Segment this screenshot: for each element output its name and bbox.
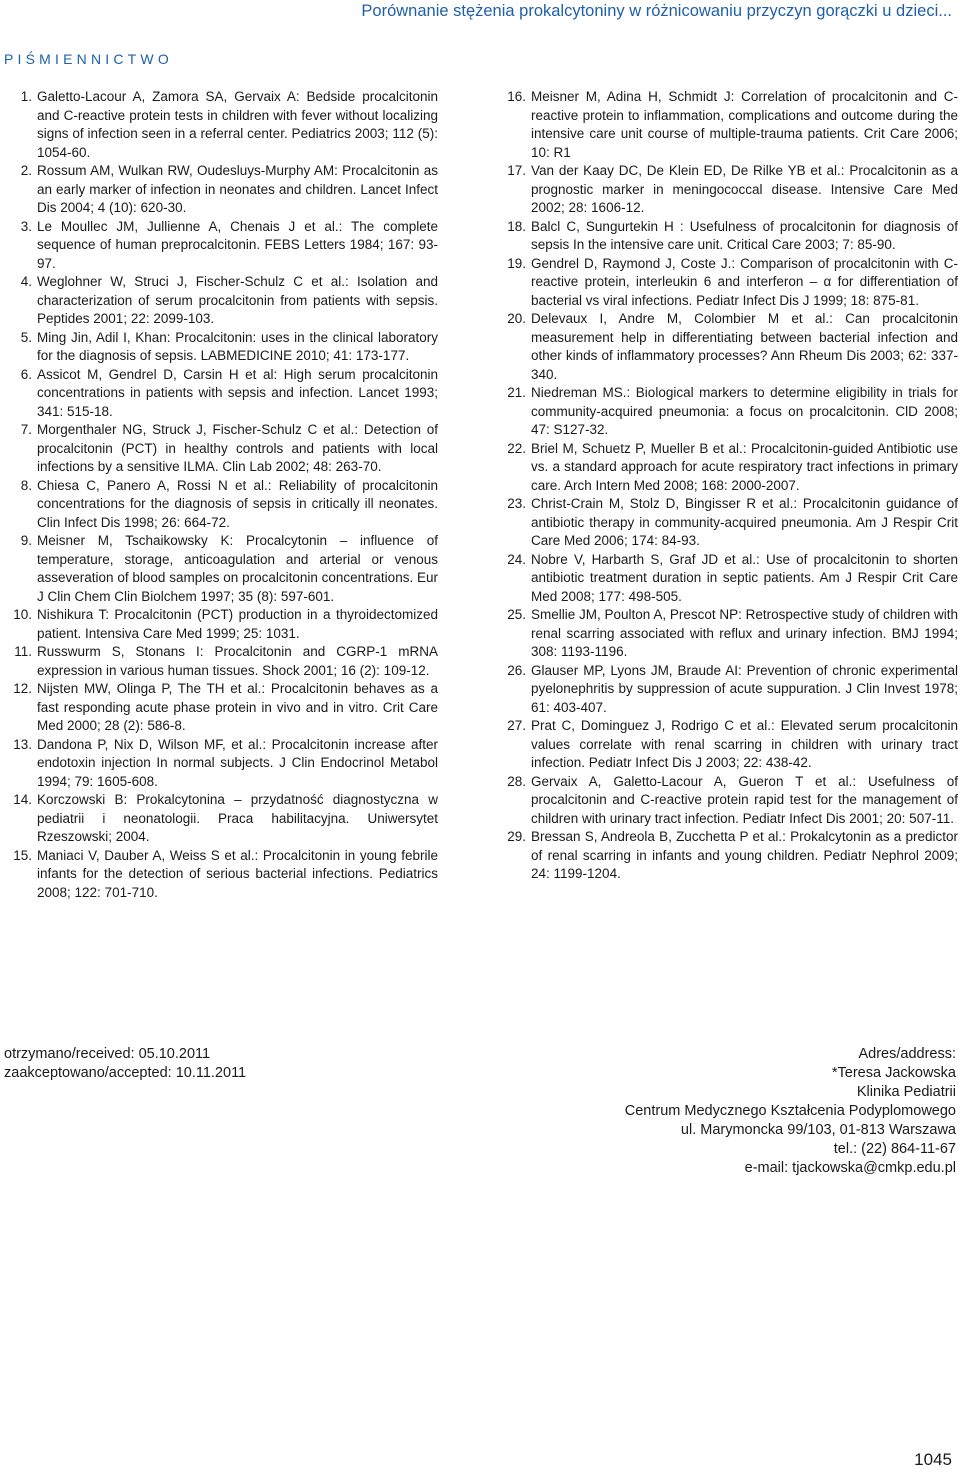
reference-text: Niedreman MS.: Biological markers to determine eligibility in trials for community-acquired pneumonia: a focus on procalcitonin. ClD 2008; 47: S127-32. [531, 385, 958, 437]
reference-number: 12. [13, 681, 32, 696]
reference-item [4, 273, 438, 329]
reference-text: Christ-Crain M, Stolz D, Bingisser R et al.: Procalcitonin guidance of antibiotic therapy in community-acquired pneumonia. Am J Respir Crit Care Med 2006; 174: 84-93. [531, 496, 958, 548]
reference-number: 27. [507, 718, 526, 733]
reference-text: Gendrel D, Raymond J, Coste J.: Comparison of procalcitonin with C-reactive protein, interleukin 6 and interferon – α for differentiation of bacterial vs viral infections. Pediatr Infect Dis J 1999; 18: 875-81. [531, 255, 958, 308]
reference-text: Assicot M, Gendrel D, Carsin H et al: High serum procalcitonin concentrations in patients with sepsis and infection. Lancet 1993; 341: 515-18. [37, 366, 438, 419]
reference-item [498, 662, 958, 718]
reference-text: Maniaci V, Dauber A, Weiss S et al.: Procalcitonin in young febrile infants for the detection of serious bacterial infections. Pediatrics 2008; 122: 701-710. [37, 847, 438, 900]
reference-item [498, 551, 958, 607]
reference-number: 4. [20, 274, 32, 289]
reference-number: 5. [20, 329, 32, 345]
submission-dates [4, 1045, 246, 1083]
reference-text: Morgenthaler NG, Struck J, Fischer-Schulz C et al.: Detection of procalcitonin (PCT) in healthy controls and patients with local infections by a sensitive ILMA. Clin Lab 2002; 48: 263-70. [37, 422, 438, 474]
reference-item [4, 680, 438, 736]
reference-text: Briel M, Schuetz P, Mueller B et al.: Procalcitonin-guided Antibiotic use vs. a standard approach for acute respiratory tract infections in primary care. Arch Intern Med 2008; 168: 2000-2007. [531, 440, 958, 493]
reference-text: Korczowski B: Prokalcytonina – przydatność diagnostyczna w pediatrii i neonatologii. Praca habilitacyjna. Uniwersytet Rzeszowski; 2004. [37, 792, 438, 844]
running-header: Porównanie stężenia prokalcytoniny w różnicowaniu przyczyn gorączki u dzieci... [361, 2, 952, 20]
reference-item [498, 606, 958, 662]
reference-item [498, 162, 958, 218]
reference-text: Prat C, Dominguez J, Rodrigo C et al.: Elevated serum procalcitonin values correlate with renal scarring in children with urinary tract infection. Pediatr Infect Dis J 2003; 22: 438-42. [531, 718, 958, 770]
reference-text: Russwurm S, Stonans I: Procalcitonin and CGRP-1 mRNA expression in various human tissues. Shock 2001; 16 (2): 109-12. [37, 644, 438, 678]
reference-text: Nijsten MW, Olinga P, The TH et al.: Procalcitonin behaves as a fast responding acute phase protein in vivo and in vitro. Crit Care Med 2000; 28 (2): 586-8. [37, 681, 438, 733]
reference-item [4, 366, 438, 422]
page-number: 1045 [914, 1450, 952, 1469]
reference-text: Gervaix A, Galetto-Lacour A, Gueron T et al.: Usefulness of procalcitonin and C-reactive protein rapid test for the management of children with urinary tract infection. Pediatr Infect Dis 2001; 20: 507-11. [531, 773, 958, 826]
reference-number: 1. [20, 89, 32, 104]
reference-text: Van der Kaay DC, De Klein ED, De Rilke YB et al.: Procalcitonin as a prognostic marker in meningococcal disease. Intensive Care Med 2002; 28: 1606-12. [531, 163, 958, 215]
reference-item [4, 162, 438, 218]
reference-item [498, 773, 958, 829]
reference-item [4, 606, 438, 643]
address-line: ul. Marymoncka 99/103, 01-813 Warszawa [680, 1122, 956, 1138]
reference-text: Nishikura T: Procalcitonin (PCT) production in a thyroidectomized patient. Intensiva Care Med 1999; 25: 1031. [37, 607, 438, 641]
reference-number: 13. [13, 736, 32, 752]
references-column-right [498, 88, 958, 884]
reference-text: Smellie JM, Poulton A, Prescot NP: Retrospective study of children with renal scarring associated with reflux and urinary infection. BMJ 1994; 308: 1193-1196. [531, 607, 958, 659]
reference-number: 15. [13, 847, 32, 863]
reference-item [4, 477, 438, 533]
reference-item [498, 218, 958, 255]
reference-item [4, 736, 438, 792]
reference-item [4, 329, 438, 366]
reference-item [4, 421, 438, 477]
reference-text: Meisner M, Adina H, Schmidt J: Correlation of procalcitonin and C-reactive protein to inflammation, complications and outcome during the intensive care unit course of multiple-trauma patients. Crit Care 2006; 10: R1 [531, 89, 958, 160]
references-heading: PIŚMIENNICTWO [4, 51, 173, 67]
reference-item [4, 643, 438, 680]
reference-number: 17. [507, 163, 526, 178]
reference-item [4, 88, 438, 162]
reference-number: 11. [14, 644, 32, 659]
reference-text: Delevaux I, Andre M, Colombier M et al.: Can procalcitonin measurement help in differentiating between bacterial infection and other kinds of inflammatory processes? Ann Rheum Dis 2003; 62: 337-340. [531, 311, 958, 382]
reference-item [4, 218, 438, 274]
reference-number: 28. [507, 773, 526, 789]
reference-item [498, 440, 958, 496]
reference-text: Rossum AM, Wulkan RW, Oudesluys-Murphy AM: Procalcitonin as an early marker of infection in neonates and children. Lancet Infect Dis 2004; 4 (10): 620-30. [37, 163, 438, 215]
reference-number: 25. [507, 607, 526, 622]
reference-item [498, 384, 958, 440]
reference-item [4, 532, 438, 606]
reference-item [498, 88, 958, 162]
address-line: Centrum Medycznego Kształcenia Podyplomowego [624, 1103, 956, 1119]
reference-number: 7. [20, 422, 32, 437]
reference-item [498, 310, 958, 384]
reference-text: Le Moullec JM, Jullienne A, Chenais J et al.: The complete sequence of human preprocalcitonin. FEBS Letters 1984; 167: 93-97. [37, 218, 438, 271]
reference-number: 10. [13, 607, 32, 622]
reference-text: Weglohner W, Struci J, Fischer-Schulz C et al.: Isolation and characterization of serum procalcitonin from patients with sepsis. Peptides 2001; 22: 2099-103. [37, 274, 438, 326]
reference-number: 20. [507, 311, 526, 326]
reference-text: Dandona P, Nix D, Wilson MF, et al.: Procalcitonin increase after endotoxin injection In normal subjects. J Clin Endocrinol Metabol 1994; 79: 1605-608. [37, 736, 438, 789]
reference-number: 16. [507, 89, 526, 104]
reference-number: 14. [13, 792, 32, 807]
address-line: tel.: (22) 864-11-67 [833, 1141, 956, 1157]
reference-number: 8. [20, 477, 32, 493]
reference-number: 21. [507, 385, 526, 400]
reference-number: 24. [507, 551, 526, 567]
email-link[interactable]: e-mail: tjackowska@cmkp.edu.pl [744, 1160, 956, 1176]
reference-number: 19. [507, 255, 526, 271]
reference-item [4, 791, 438, 847]
correspondence-address [625, 1045, 956, 1178]
reference-number: 23. [507, 496, 526, 511]
reference-number: 18. [507, 218, 526, 234]
reference-text: Meisner M, Tschaikowsky K: Procalcytonin – influence of temperature, storage, anticoagulation and arterial or venous asseveration of blood samples on procalcitonin concentrations. Eur J Clin Chem Clin Biolchem 1997; 35 (8): 597-601. [37, 533, 438, 604]
reference-item [498, 828, 958, 884]
reference-number: 22. [507, 440, 526, 456]
reference-text: Galetto-Lacour A, Zamora SA, Gervaix A: Bedside procalcitonin and C-reactive protein tests in children with fever without localizing signs of infection seen in a referral center. Pediatrics 2003; 112 (5): 1054-60. [37, 89, 438, 160]
received-date: otrzymano/received: 05.10.2011 [4, 1046, 211, 1062]
reference-item [498, 717, 958, 773]
reference-text: Balcl C, Sungurtekin H : Usefulness of procalcitonin for diagnosis of sepsis In the intensive care unit. Critical Care 2003; 7: 85-90. [531, 218, 958, 252]
reference-text: Chiesa C, Panero A, Rossi N et al.: Reliability of procalcitonin concentrations for the diagnosis of sepsis in critically ill neonates. Clin Infect Dis 1998; 26: 664-72. [37, 477, 438, 530]
address-line: Klinika Pediatrii [856, 1084, 956, 1100]
reference-number: 2. [20, 163, 32, 178]
reference-text: Ming Jin, Adil I, Khan: Procalcitonin: uses in the clinical laboratory for the diagnosis of sepsis. LABMEDICINE 2010; 41: 173-177. [37, 329, 438, 363]
reference-number: 3. [20, 218, 32, 234]
reference-text: Glauser MP, Lyons JM, Braude AI: Prevention of chronic experimental pyelonephritis by suppression of acute suppuration. J Clin Invest 1978; 61: 403-407. [531, 662, 958, 715]
reference-item [4, 847, 438, 903]
address-line: Adres/address: [858, 1046, 956, 1062]
reference-text: Bressan S, Andreola B, Zucchetta P et al.: Prokalcytonin as a predictor of renal scarring in infants and young children. Pediatr Nephrol 2009; 24: 1199-1204. [531, 829, 958, 881]
reference-number: 26. [507, 662, 526, 678]
accepted-date: zaakceptowano/accepted: 10.11.2011 [4, 1065, 247, 1081]
reference-number: 6. [20, 366, 32, 382]
reference-item [498, 495, 958, 551]
reference-text: Nobre V, Harbarth S, Graf JD et al.: Use of procalcitonin to shorten antibiotic treatment duration in septic patients. Am J Respir Crit Care Med 2008; 177: 498-505. [531, 551, 958, 604]
references-column-left [4, 88, 438, 902]
reference-item [498, 255, 958, 311]
reference-number: 29. [507, 829, 526, 844]
reference-number: 9. [20, 533, 32, 548]
address-line: *Teresa Jackowska [831, 1065, 956, 1081]
